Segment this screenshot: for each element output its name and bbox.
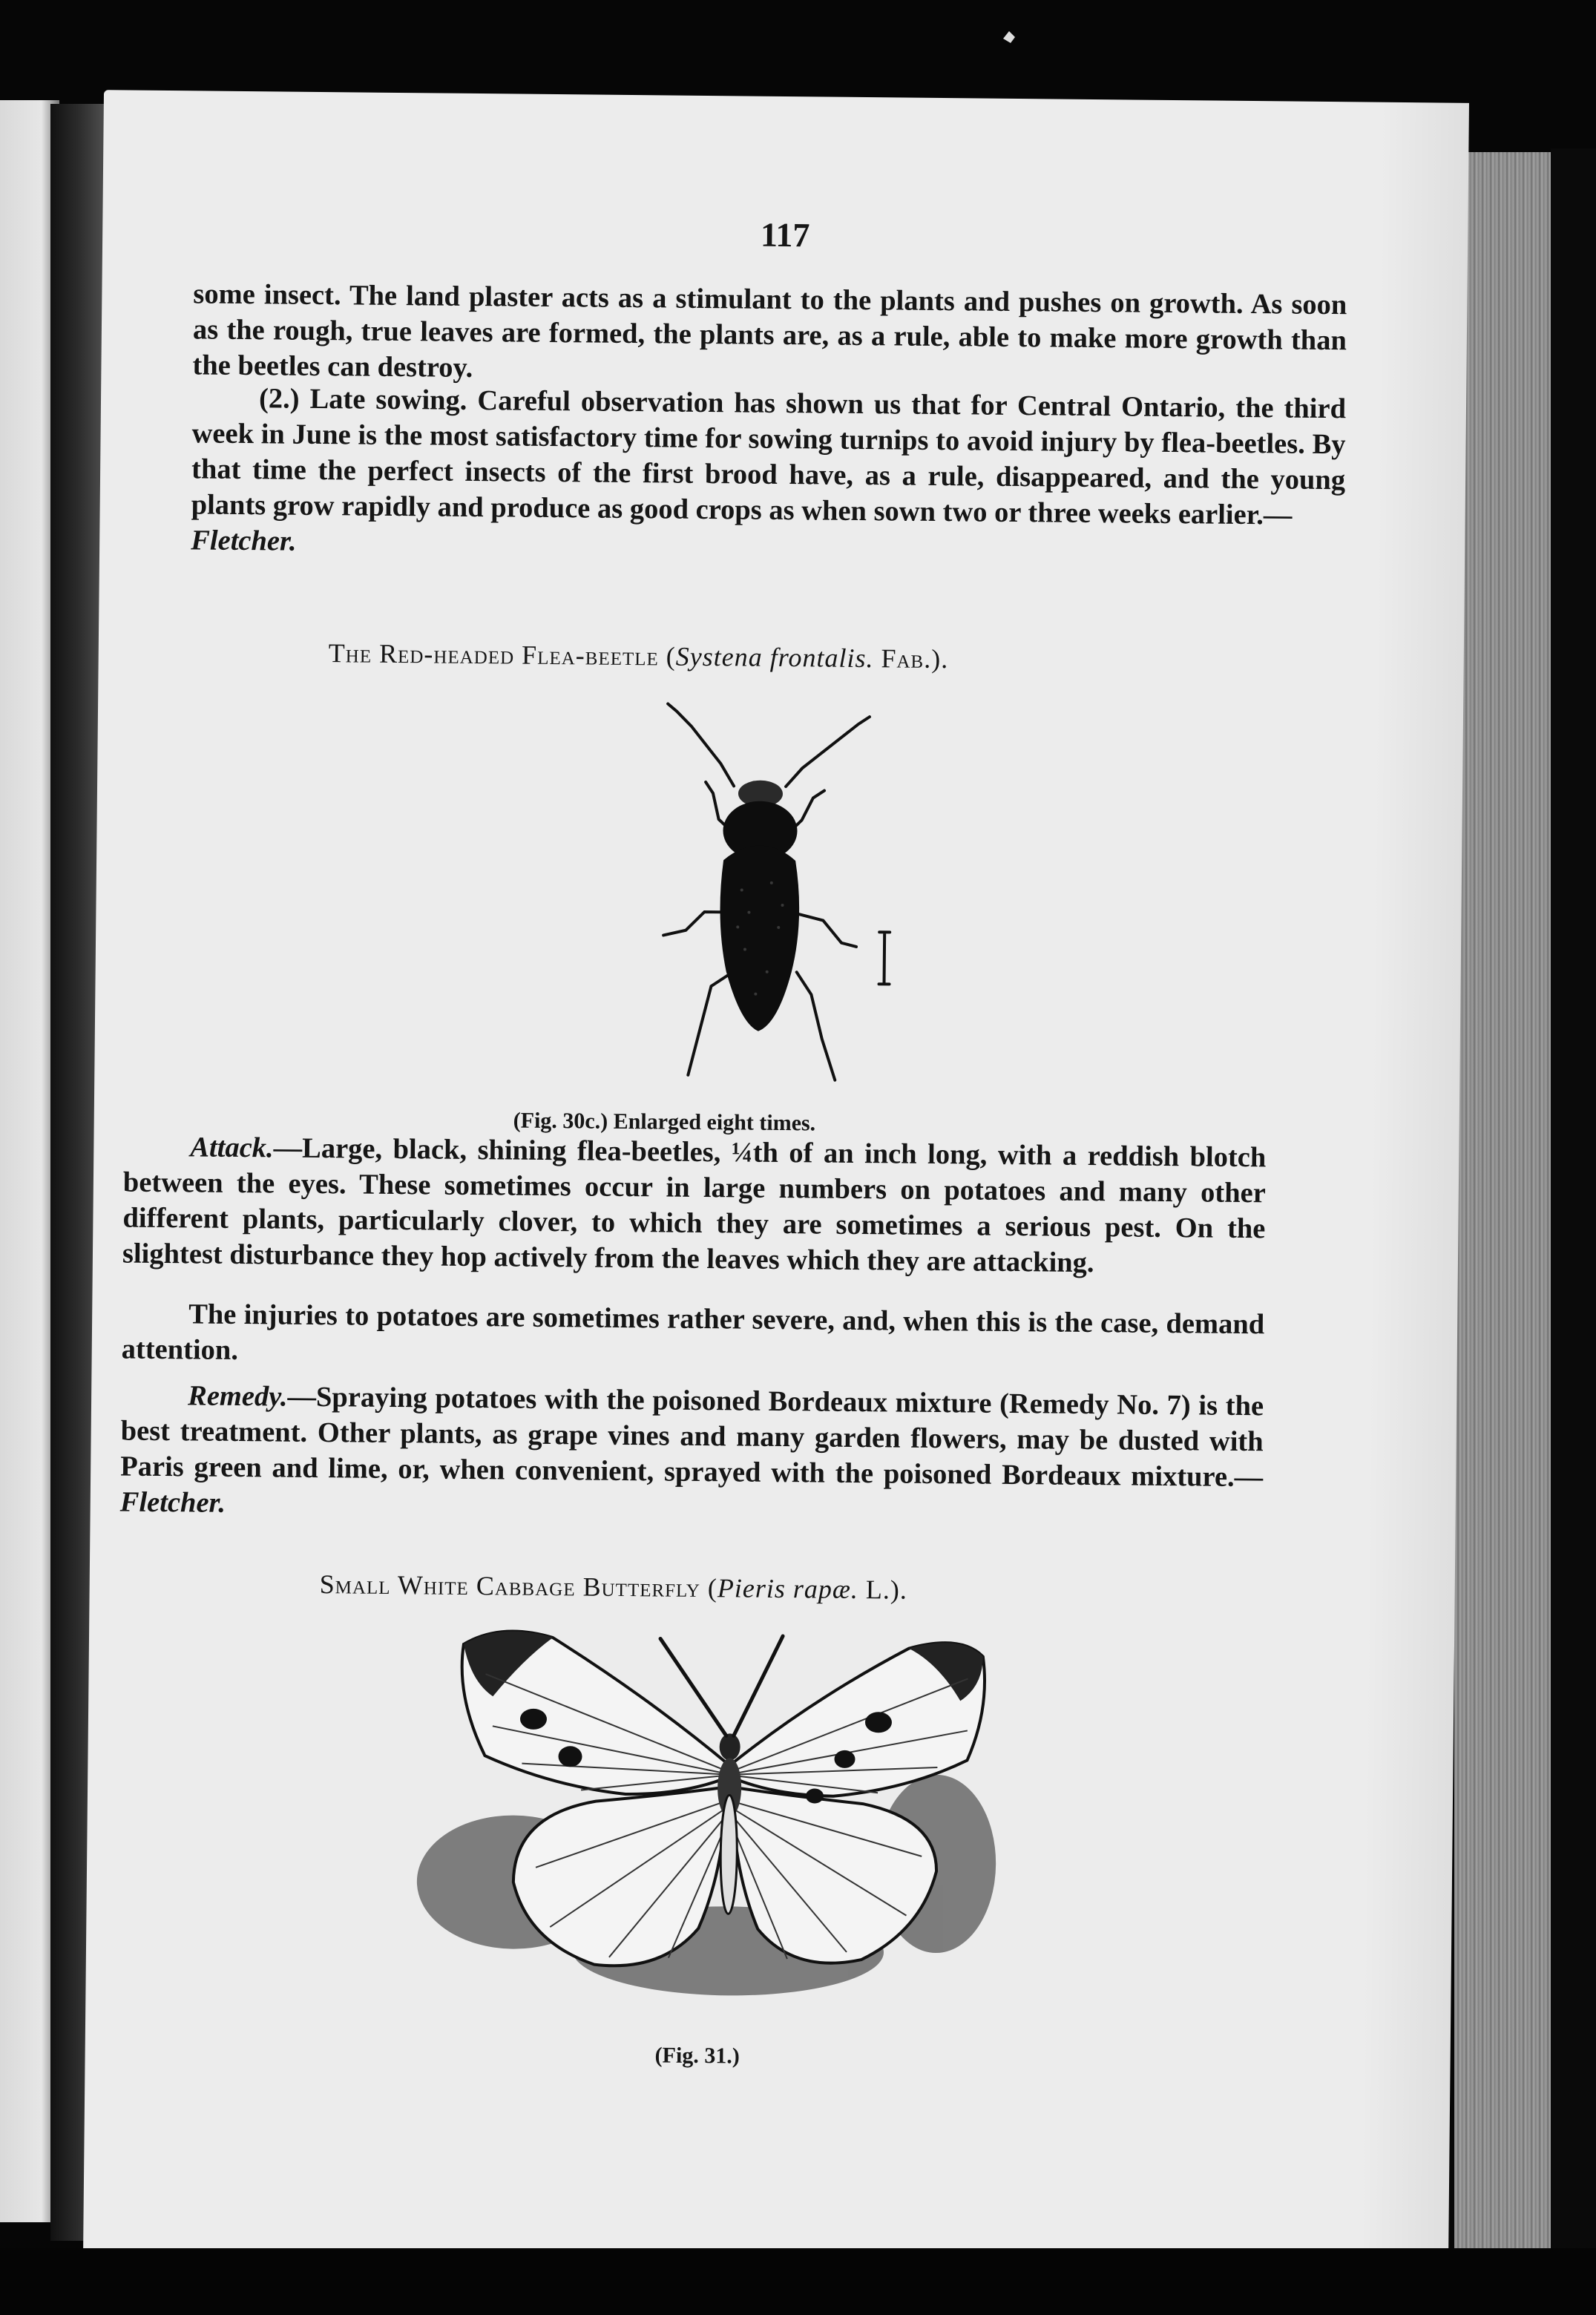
attack-label: Attack. — [190, 1132, 274, 1164]
page-number: 117 — [760, 215, 810, 255]
section-heading-cabbage-butterfly: Small White Cabbage Butterfly (Pieris rapæ. L.). — [319, 1569, 908, 1605]
attack-text: —Large, black, shining flea-beetles, ¼th of an inch long, with a reddish blotch between the eyes. These sometimes occur in large numbers on potatoes and many other different plants, particularly clover, to which they are sometimes a serious pest. On the slightest disturbance they hop actively from the leaves which they are attacking. — [122, 1132, 1267, 1279]
figure-caption-31: (Fig. 31.) — [654, 2043, 740, 2069]
paragraph-land-plaster: some insect. The land plaster acts as a stimulant to the plants and pushes on growth. As soon as the rough, true leaves are formed, the plants are, as a rule, able to make more growth than the beetles can destroy. — [192, 278, 1347, 384]
remedy-label: Remedy. — [187, 1380, 288, 1413]
section-heading-flea-beetle: The Red-headed Flea-beetle (Systena frontalis. Fab.). — [328, 638, 949, 674]
author-signature: Fletcher. — [119, 1486, 226, 1519]
beetle-illustration — [598, 689, 944, 1159]
paragraph-late-sowing — [191, 380, 1346, 569]
author-signature: Fletcher. — [191, 525, 297, 557]
book-cover-edge — [1551, 148, 1596, 2285]
butterfly-illustration — [401, 1614, 1057, 2006]
book-page — [83, 90, 1469, 2270]
figure-caption-30c: (Fig. 30c.) Enlarged eight times. — [513, 1108, 816, 1136]
late-sowing-text: (2.) Late sowing. Careful observation has shown us that for Central Ontario, the third week in June is the most satisfactory time for sowing turnips to avoid injury by flea-beetles. By that time the perfect insects of the first brood have, as a rule, disappeared, and the young plants grow rapidly and produce as good crops as when sown two or three weeks earlier.— — [191, 383, 1347, 531]
paragraph-remedy — [120, 1377, 1264, 1531]
speck-mark — [1000, 28, 1018, 46]
paragraph-injuries: The injuries to potatoes are sometimes rather severe, and, when this is the case, demand attention. — [121, 1298, 1265, 1366]
remedy-text: —Spraying potatoes with the poisoned Bordeaux mixture (Remedy No. 7) is the best treatment. Other plants, as grape vines and many garden flowers, may be dusted with Paris green and lime, or, when convenient, sprayed with the poisoned Bordeaux mixture.— — [120, 1381, 1264, 1494]
paragraph-attack — [122, 1129, 1267, 1282]
